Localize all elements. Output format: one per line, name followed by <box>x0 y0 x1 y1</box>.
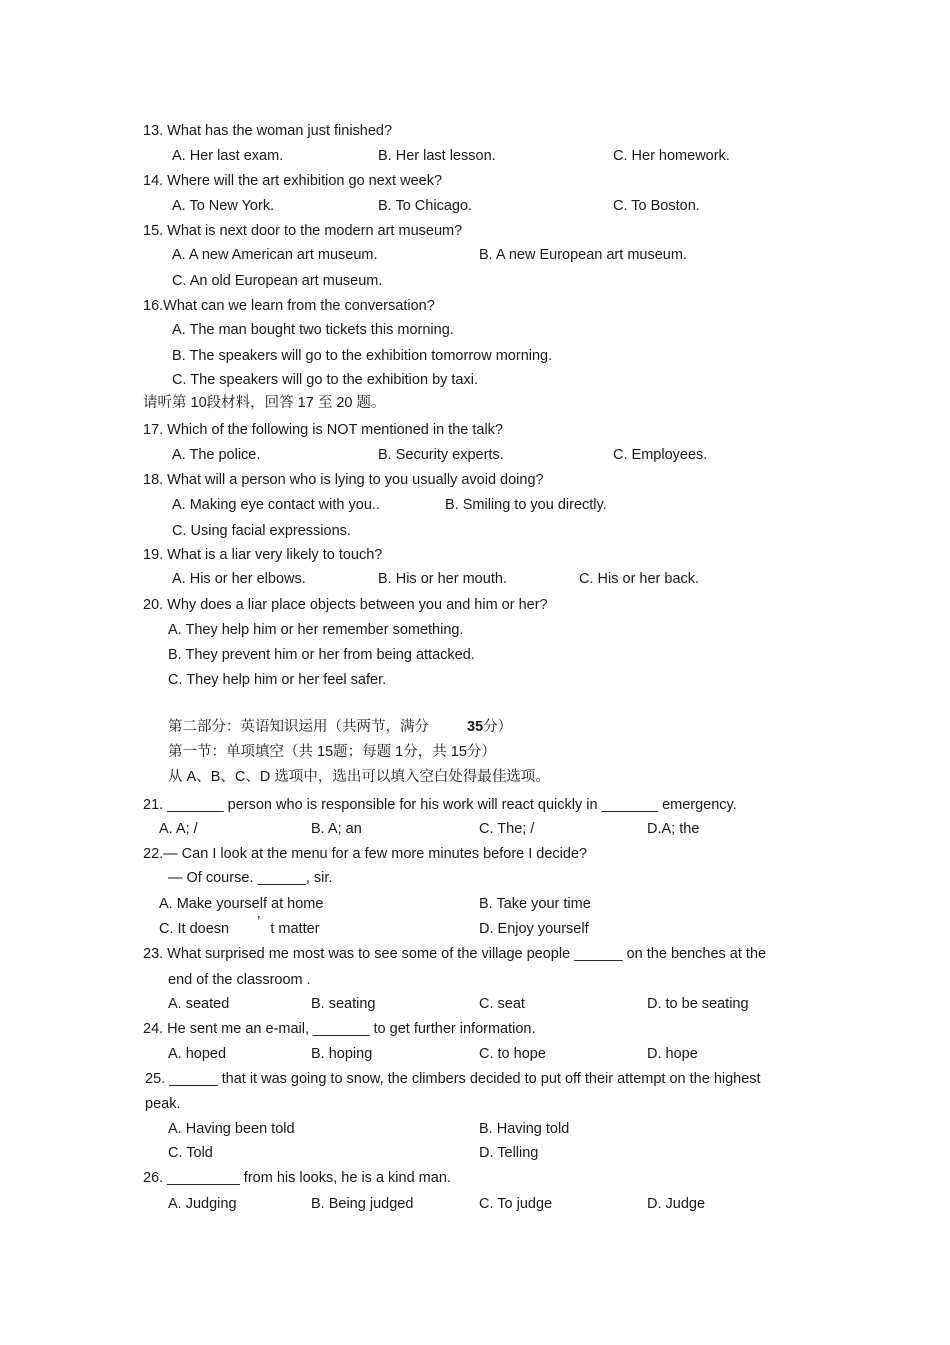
question-22-option-c <box>159 914 320 938</box>
question-23-option-a: A. seated <box>168 996 230 1012</box>
question-26-option-d: D. Judge <box>647 1196 706 1212</box>
question-14-option-b: B. To Chicago. <box>378 198 473 214</box>
question-25-option-b: B. Having told <box>479 1121 570 1137</box>
part2-heading <box>168 718 512 736</box>
question-13-option-a: A. Her last exam. <box>172 148 284 164</box>
question-23-stem: 23. What surprised me most was to see some of the village people ______ on the benches at the <box>143 946 767 962</box>
question-26-option-c: C. To judge <box>479 1196 553 1212</box>
question-22-option-c-part1: C. It doesn <box>159 921 230 937</box>
question-19-option-c: C. His or her back. <box>579 571 700 587</box>
question-17-option-b: B. Security experts. <box>378 447 504 463</box>
question-24-option-c: C. to hope <box>479 1046 546 1062</box>
question-21-option-b: B. A; an <box>311 821 362 837</box>
question-25-option-c: C. Told <box>168 1145 213 1161</box>
question-25-stem: 25. ______ that it was going to snow, the climbers decided to put off their attempt on the highest <box>145 1071 761 1087</box>
question-14-stem: 14. Where will the art exhibition go next week? <box>143 173 443 189</box>
question-13-option-c: C. Her homework. <box>613 148 730 164</box>
question-17-option-c: C. Employees. <box>613 447 708 463</box>
section1-instruction: 从 A、B、C、D 选项中，选出可以填入空白处得最佳选项。 <box>168 769 550 785</box>
question-26-option-b: B. Being judged <box>311 1196 414 1212</box>
question-22-reply: — Of course. ______, sir. <box>168 870 333 886</box>
question-16-option-a: A. The man bought two tickets this morning. <box>172 322 454 338</box>
part2-heading-suffix: 分） <box>483 719 513 735</box>
question-21-option-a: A. A; / <box>159 821 198 837</box>
question-23-stem-cont: end of the classroom . <box>168 972 311 988</box>
question-13-option-b: B. Her last lesson. <box>378 148 496 164</box>
question-23-option-c: C. seat <box>479 996 525 1012</box>
question-18-option-c: C. Using facial expressions. <box>172 523 351 539</box>
question-18-option-b: B. Smiling to you directly. <box>445 497 607 513</box>
listening-instruction: 请听第 10段材料，回答 17 至 20 题。 <box>143 395 386 411</box>
question-22-option-a: A. Make yourself at home <box>159 896 324 912</box>
question-19-option-a: A. His or her elbows. <box>172 571 306 587</box>
question-22-option-b: B. Take your time <box>479 896 591 912</box>
question-14-option-a: A. To New York. <box>172 198 275 214</box>
question-22-option-d: D. Enjoy yourself <box>479 921 589 937</box>
question-24-option-a: A. hoped <box>168 1046 227 1062</box>
question-17-stem: 17. Which of the following is NOT mentioned in the talk? <box>143 422 504 438</box>
question-20-option-c: C. They help him or her feel safer. <box>168 672 387 688</box>
question-14-option-c: C. To Boston. <box>613 198 700 214</box>
question-21-option-d: D.A; the <box>647 821 700 837</box>
question-26-stem: 26. _________ from his looks, he is a kind man. <box>143 1170 451 1186</box>
question-16-option-c: C. The speakers will go to the exhibition by taxi. <box>172 372 479 388</box>
question-15-option-a: A. A new American art museum. <box>172 247 378 263</box>
question-22-option-c-part2: t matter <box>270 921 320 937</box>
question-24-option-b: B. hoping <box>311 1046 373 1062</box>
question-24-option-d: D. hope <box>647 1046 698 1062</box>
question-18-option-a: A. Making eye contact with you.. <box>172 497 380 513</box>
question-16-option-b: B. The speakers will go to the exhibition tomorrow morning. <box>172 348 553 364</box>
section1-heading: 第一节：单项填空（共 15题；每题 1分，共 15分） <box>168 744 496 760</box>
question-18-stem: 18. What will a person who is lying to you usually avoid doing? <box>143 472 544 488</box>
question-25-stem-cont: peak. <box>145 1096 181 1112</box>
question-21-stem: 21. _______ person who is responsible for his work will react quickly in _______ emergency. <box>143 797 737 813</box>
question-25-option-d: D. Telling <box>479 1145 539 1161</box>
part2-heading-prefix: 第二部分：英语知识运用（共两节，满分 <box>168 719 429 735</box>
question-13-stem: 13. What has the woman just finished? <box>143 123 393 139</box>
question-24-stem: 24. He sent me an e-mail, _______ to get further information. <box>143 1021 536 1037</box>
question-23-option-b: B. seating <box>311 996 376 1012</box>
question-22-stem: 22.— Can I look at the menu for a few more minutes before I decide? <box>143 846 588 862</box>
part2-heading-score: 35 <box>467 719 484 735</box>
question-19-option-b: B. His or her mouth. <box>378 571 507 587</box>
question-17-option-a: A. The police. <box>172 447 261 463</box>
question-22-option-c-apostrophe: ’ <box>257 914 261 930</box>
question-21-option-c: C. The; / <box>479 821 535 837</box>
question-15-stem: 15. What is next door to the modern art museum? <box>143 223 463 239</box>
question-16-stem: 16.What can we learn from the conversation? <box>143 298 435 314</box>
question-20-stem: 20. Why does a liar place objects between you and him or her? <box>143 597 548 613</box>
question-15-option-c: C. An old European art museum. <box>172 273 383 289</box>
question-15-option-b: B. A new European art museum. <box>479 247 687 263</box>
question-25-option-a: A. Having been told <box>168 1121 295 1137</box>
question-26-option-a: A. Judging <box>168 1196 237 1212</box>
question-23-option-d: D. to be seating <box>647 996 749 1012</box>
question-20-option-b: B. They prevent him or her from being attacked. <box>168 647 475 663</box>
question-19-stem: 19. What is a liar very likely to touch? <box>143 547 383 563</box>
question-20-option-a: A. They help him or her remember something. <box>168 622 464 638</box>
